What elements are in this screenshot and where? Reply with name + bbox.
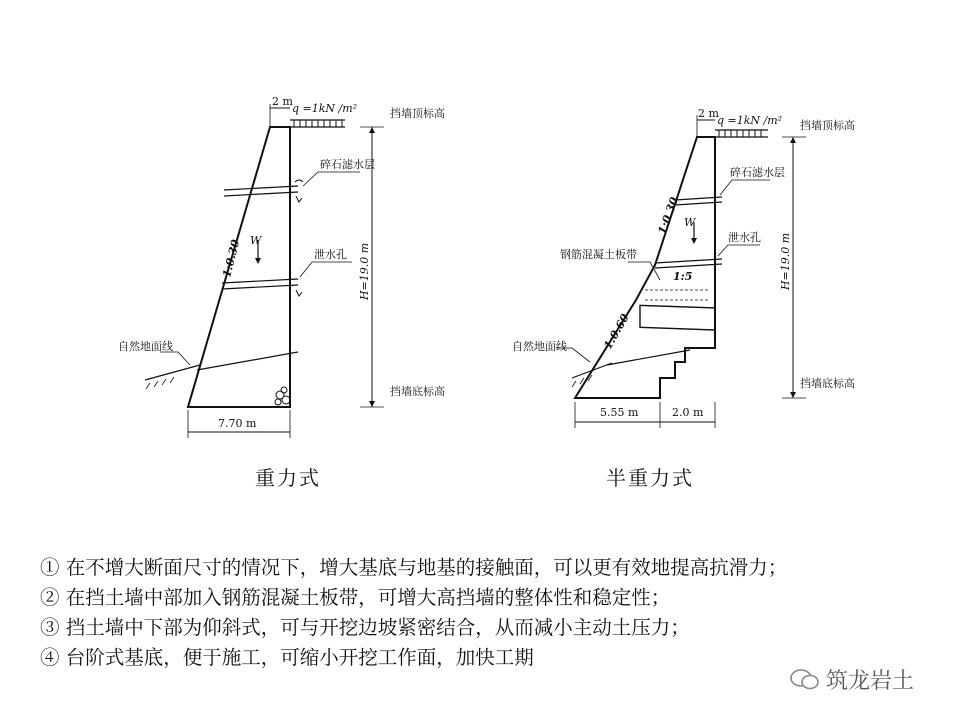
- slope-lower-label: 1:0.60: [601, 311, 632, 352]
- weight-label: W: [250, 234, 262, 247]
- drain-label: 泄水孔: [314, 248, 347, 261]
- height-label: H=19.0 m: [779, 232, 792, 290]
- surcharge-label: q =1kN /m²: [717, 114, 783, 127]
- watermark: [790, 664, 914, 695]
- gravel-label: 碎石滤水层: [730, 166, 785, 179]
- gravity-wall-diagram: [145, 104, 384, 438]
- note-item-1: ① 在不增大断面尺寸的情况下，增大基底与地基的接触面，可以更有效地提高抗滑力；: [40, 556, 788, 579]
- notes-list: [40, 553, 787, 673]
- note-item-3: ③ 挡土墙中下部为仰斜式，可与开挖边坡紧密结合，从而减小主动土压力；: [40, 616, 690, 639]
- note-item-4: ④ 台阶式基底，便于施工，可缩小开挖工作面，加快工期: [40, 646, 534, 669]
- rc-band: [640, 305, 715, 330]
- note-item-2: ② 在挡土墙中部加入钢筋混凝土板带，可增大高挡墙的整体性和稳定性；: [40, 586, 671, 609]
- ground-label: 自然地面线: [512, 340, 567, 353]
- base-label: 挡墙底标高: [390, 385, 445, 398]
- slope-label: 1:0.30: [220, 238, 243, 279]
- top-width-label: 2 m: [272, 95, 293, 108]
- base-width-label: 7.70 m: [218, 417, 257, 430]
- crest-label: 挡墙顶标高: [390, 107, 445, 120]
- semi-gravity-wall-labels: [512, 107, 855, 419]
- weight-label: W: [684, 216, 696, 229]
- semi-gravity-wall-body: [575, 137, 715, 398]
- drain-label: 泄水孔: [728, 231, 761, 244]
- rc-band-label: 钢筋混凝土板带: [560, 248, 637, 261]
- gravity-wall-body: [188, 127, 290, 407]
- gravel-label: 碎石滤水层: [320, 158, 375, 171]
- surcharge-label: q =1kN /m²: [292, 102, 358, 115]
- watermark-text: 筑龙岩土: [826, 669, 915, 694]
- gravity-caption: 重力式: [255, 466, 321, 490]
- slope-upper-label: 1:0.30: [655, 195, 681, 237]
- band-slope-label: 1:5: [673, 270, 693, 283]
- base-label: 挡墙底标高: [800, 377, 855, 390]
- gravity-wall-labels: [118, 95, 445, 430]
- height-label: H=19.0 m: [358, 242, 371, 300]
- base-width-right-label: 2.0 m: [672, 406, 704, 419]
- crest-label: 挡墙顶标高: [800, 119, 855, 132]
- semi-gravity-caption: 半重力式: [606, 466, 694, 490]
- top-width-label: 2 m: [698, 107, 719, 120]
- base-width-left-label: 5.55 m: [600, 406, 639, 419]
- ground-label: 自然地面线: [118, 340, 173, 353]
- chat-bubble-icon: [790, 668, 820, 692]
